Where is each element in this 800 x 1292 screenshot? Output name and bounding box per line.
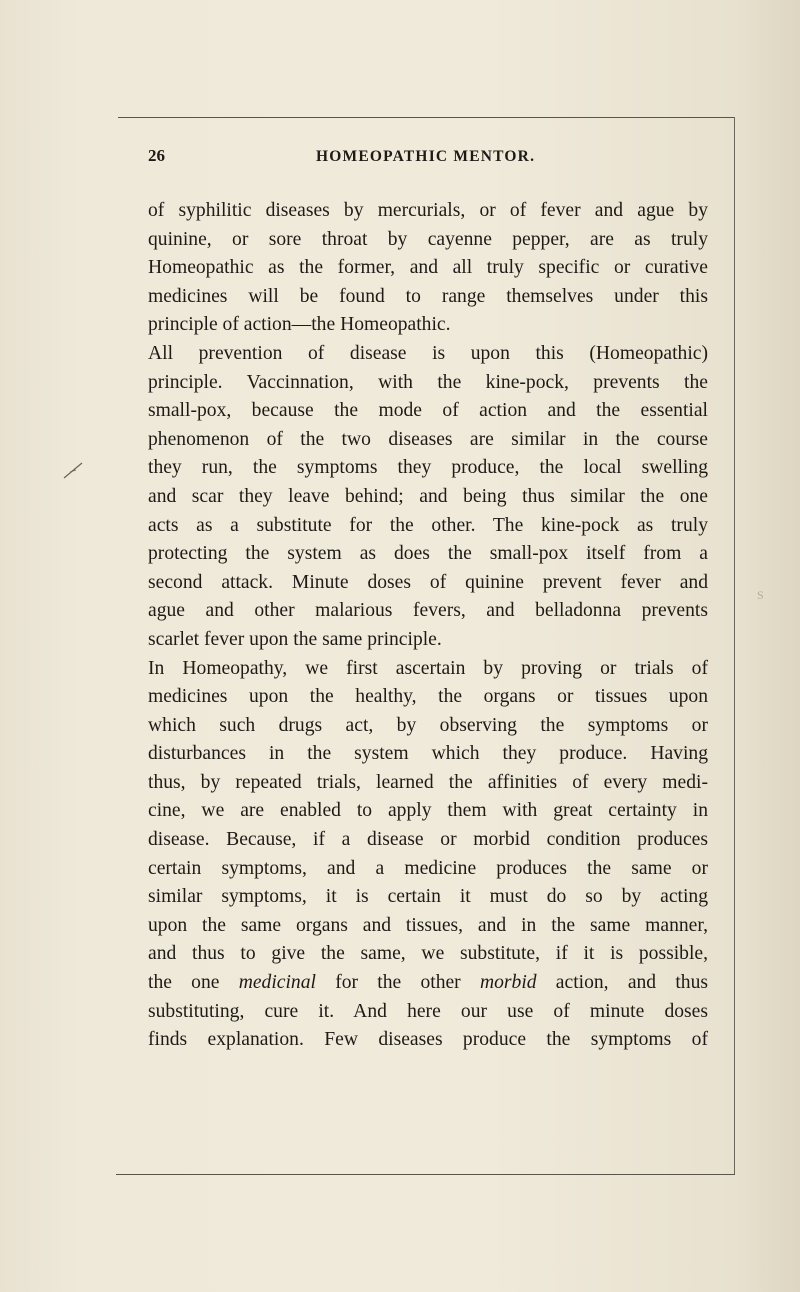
text-line: ague and other malarious fevers, and belladonna prevents	[148, 600, 708, 622]
page-number: 26	[148, 146, 165, 165]
text-line: and thus to give the same, we substitute, if it is possible,	[148, 943, 708, 965]
text-line: principle. Vaccinnation, with the kine-pock, prevents the	[148, 371, 708, 393]
text-line: disturbances in the system which they produce. Having	[148, 743, 708, 765]
page-border-bottom	[116, 1174, 735, 1175]
text-line-italic	[148, 969, 708, 998]
text-line: protecting the system as does the small-pox itself from a	[148, 543, 708, 565]
margin-mark: S	[757, 588, 764, 602]
text-line: upon the same organs and tissues, and in the same manner,	[148, 914, 708, 936]
text-line: certain symptoms, and a medicine produces the same or	[148, 857, 708, 879]
text-line: medicines will be found to range themselves under this	[148, 285, 708, 307]
italic-word-morbid: morbid	[479, 972, 537, 994]
body-text	[148, 197, 708, 1055]
text-line: acts as a substitute for the other. The kine-pock as truly	[148, 514, 708, 536]
text-line: of syphilitic diseases by mercurials, or of fever and ague by	[148, 200, 708, 221]
text-line: second attack. Minute doses of quinine prevent fever and	[148, 571, 708, 593]
text-line: small-pox, because the mode of action and the essential	[148, 400, 708, 422]
text-line: In Homeopathy, we first ascertain by proving or trials of	[148, 657, 708, 679]
line-part: the one	[148, 972, 239, 994]
text-line: disease. Because, if a disease or morbid condition produces	[148, 829, 708, 851]
text-line: thus, by repeated trials, learned the affinities of every medi-	[148, 771, 708, 793]
text-line: which such drugs act, by observing the symptoms or	[148, 714, 708, 736]
line-part: for the other	[315, 972, 480, 994]
running-head	[148, 146, 708, 170]
text-line: scarlet fever upon the same principle.	[148, 628, 442, 650]
text-line: All prevention of disease is upon this (Homeopathic)	[148, 342, 708, 364]
text-line: substituting, cure it. And here our use of minute doses	[148, 1000, 708, 1022]
pencil-mark-icon	[62, 460, 84, 480]
text-line: they run, the symptoms they produce, the local swelling	[148, 457, 708, 479]
text-line: similar symptoms, it is certain it must do so by acting	[148, 886, 708, 908]
page-border-right	[734, 117, 735, 1175]
text-line: medicines upon the healthy, the organs or tissues upon	[148, 686, 708, 708]
text-line: Homeopathic as the former, and all truly specific or curative	[148, 257, 708, 279]
text-line: cine, we are enabled to apply them with great certainty in	[148, 800, 708, 822]
text-line: principle of action—the Homeopathic.	[148, 314, 451, 336]
page-border-top	[118, 117, 735, 118]
running-title: HOMEOPATHIC MENTOR.	[316, 148, 536, 165]
line-part: action, and thus	[536, 972, 709, 994]
text-line: finds explanation. Few diseases produce the symptoms of	[148, 1029, 708, 1051]
text-line: and scar they leave behind; and being thus similar the one	[148, 485, 708, 507]
text-line: phenomenon of the two diseases are similar in the course	[148, 428, 708, 450]
text-line: quinine, or sore throat by cayenne pepper, are as truly	[148, 228, 708, 250]
italic-word-medicinal: medicinal	[238, 972, 316, 994]
